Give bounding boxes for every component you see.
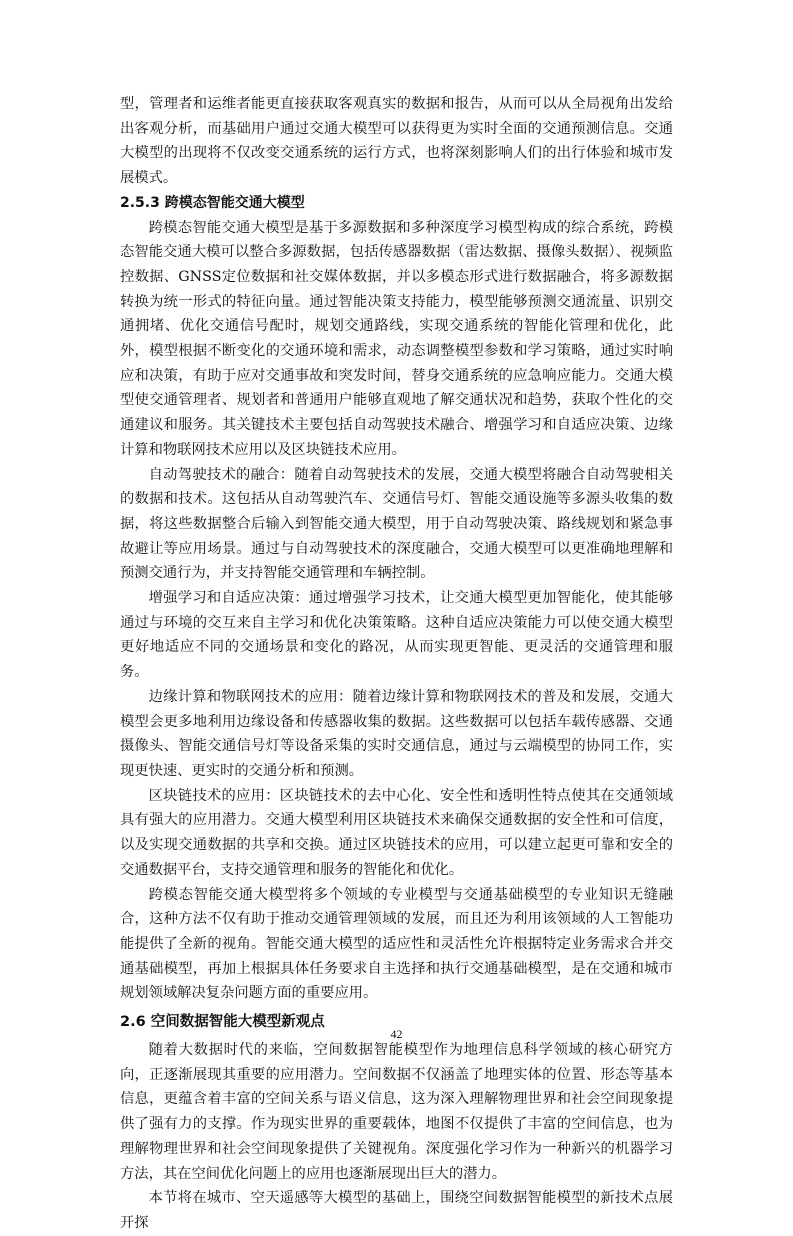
paragraph: 区块链技术的应用：区块链技术的去中心化、安全性和透明性特点使其在交通领域具有强大的应用潜力。交通大模型利用区块链技术来确保交通数据的安全性和可信度，以及实现交通数据的共享和交换。通过区块链技术的应用，可以建立起更可靠和安全的交通数据平台，支持交通管理和服务的智能化和优化。 — [120, 787, 673, 878]
section-heading-2-5-3: 2.5.3 跨模态智能交通大模型 — [120, 194, 305, 211]
page-number: 42 — [390, 1027, 403, 1041]
document-page — [120, 92, 673, 1236]
paragraph: 本节将在城市、空天遥感等大模型的基础上，围绕空间数据智能模型的新技术点展开探 — [120, 1190, 673, 1231]
paragraph: 自动驾驶技术的融合：随着自动驾驶技术的发展，交通大模型将融合自动驾驶相关的数据和技术。这包括从自动驾驶汽车、交通信号灯、智能交通设施等多源头收集的数据，将这些数据整合后输入到智能交通大模型，用于自动驾驶决策、路线规划和紧急事故避让等应用场景。通过与自动驾驶技术的深度融合，交通大模型可以更准确地理解和预测交通行为，并支持智能交通管理和车辆控制。 — [120, 466, 673, 582]
paragraph: 跨模态智能交通大模型是基于多源数据和多种深度学习模型构成的综合系统，跨模态智能交通大模可以整合多源数据，包括传感器数据（雷达数据、摄像头数据）、视频监控数据、GNSS定位数据和社交媒体数据，并以多模态形式进行数据融合，将多源数据转换为统一形式的特征向量。通过智能决策支持能力，模型能够预测交通流量、识别交通拥堵、优化交通信号配时，规划交通路线，实现交通系统的智能化管理和优化，此外，模型根据不断变化的交通环境和需求，动态调整模型参数和学习策略，通过实时响应和决策，有助于应对交通事故和突发时间，替身交通系统的应急响应能力。交通大模型使交通管理者、规划者和普通用户能够直观地了解交通状况和趋势，获取个性化的交通建议和服务。其关键技术主要包括自动驾驶技术融合、增强学习和自适应决策、边缘计算和物联网技术应用以及区块链技术应用。 — [120, 219, 673, 458]
section-heading-2-6: 2.6 空间数据智能大模型新观点 — [120, 1014, 325, 1031]
paragraph: 型，管理者和运维者能更直接获取客观真实的数据和报告，从而可以从全局视角出发给出客观分析，而基础用户通过交通大模型可以获得更为实时全面的交通预测信息。交通大模型的出现将不仅改变交通系统的运行方式，也将深刻影响人们的出行体验和城市发展模式。 — [120, 96, 673, 187]
paragraph: 跨模态智能交通大模型将多个领域的专业模型与交通基础模型的专业知识无缝融合，这种方法不仅有助于推动交通管理领域的发展，而且还为利用该领域的人工智能功能提供了全新的视角。智能交通大模型的适应性和灵活性允许根据特定业务需求合并交通基础模型，再加上根据具体任务要求自主选择和执行交通基础模型，是在交通和城市规划领域解决复杂问题方面的重要应用。 — [120, 886, 673, 1002]
paragraph: 增强学习和自适应决策：通过增强学习技术，让交通大模型更加智能化，使其能够通过与环境的交互来自主学习和优化决策策略。这种自适应决策能力可以使交通大模型更好地适应不同的交通场景和变化的路况，从而实现更智能、更灵活的交通管理和服务。 — [120, 590, 673, 681]
paragraph: 边缘计算和物联网技术的应用：随着边缘计算和物联网技术的普及和发展，交通大模型会更多地利用边缘设备和传感器收集的数据。这些数据可以包括车载传感器、交通摄像头、智能交通信号灯等设备采集的实时交通信息，通过与云端模型的协同工作，实现更快速、更实时的交通分析和预测。 — [120, 688, 673, 779]
paragraph: 随着大数据时代的来临，空间数据智能模型作为地理信息科学领域的核心研究方向，正逐渐展现其重要的应用潜力。空间数据不仅涵盖了地理实体的位置、形态等基本信息，更蕴含着丰富的空间关系与语义信息，这为深入理解物理世界和社会空间现象提供了强有力的支撑。作为现实世界的重要载体，地图不仅提供了丰富的空间信息，也为理解物理世界和社会空间现象提供了关键视角。深度强化学习作为一种新兴的机器学习方法，其在空间优化问题上的应用也逐渐展现出巨大的潜力。 — [120, 1042, 673, 1182]
